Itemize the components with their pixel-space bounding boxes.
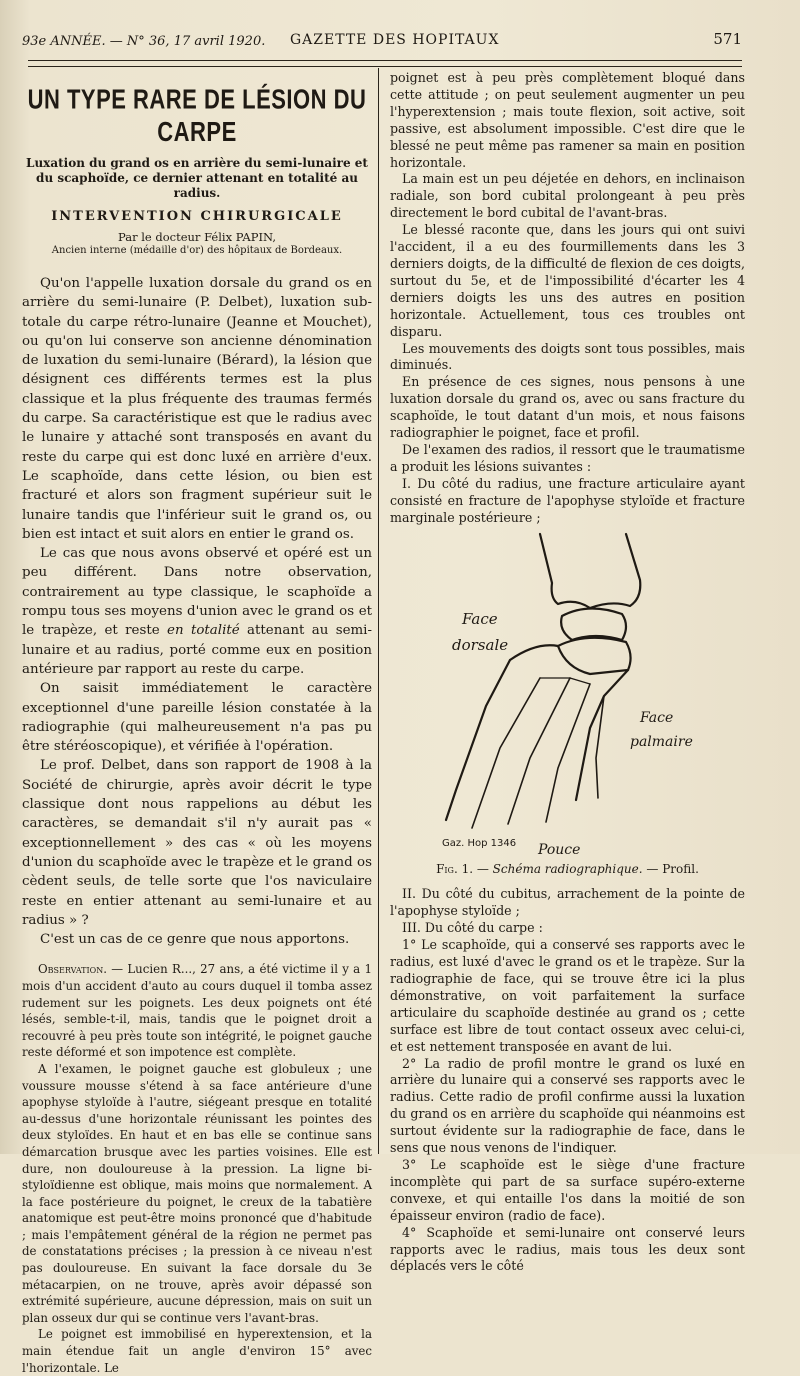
metacarpal-line: [472, 678, 540, 828]
paragraph: 4° Scaphoïde et semi-lunaire ont conservé leurs rapports avec le radius, mais tous les deux sont déplacés vers le côté: [390, 1224, 745, 1274]
figure-caption: Fig. 1. — Schéma radiographique. — Profil.: [436, 862, 699, 877]
left-column: [22, 80, 372, 1376]
paragraph: En présence de ces signes, nous pensons à une luxation dorsale du grand os, avec ou sans fracture du scaphoïde, le tout datant d'un mois, et nous faisons radiographier le poignet, face et profil.: [390, 374, 745, 441]
observation-label: Observation.: [38, 962, 107, 977]
intro-text: [22, 274, 372, 949]
label-pouce: Pouce: [538, 842, 581, 859]
capitate-outline: [558, 638, 631, 674]
journal-name: GAZETTE DES HOPITAUX: [290, 32, 500, 48]
author-title: Ancien interne (médaille d'or) des hôpitaux de Bordeaux.: [51, 245, 343, 256]
page-header: [22, 30, 742, 54]
metacarpal-line: [508, 678, 570, 824]
paragraph: I. Du côté du radius, une fracture articulaire ayant consisté en fracture de l'apophyse styloïde et fracture marginale postérieure ;: [390, 475, 745, 525]
section-heading: INTERVENTION CHIRURGICALE: [51, 209, 343, 224]
paragraph: III. Du côté du carpe :: [402, 920, 543, 936]
page-number: 571: [713, 30, 742, 48]
label-face-dorsale: Face: [462, 610, 498, 629]
paragraph: II. Du côté du cubitus, arrachement de la pointe de l'apophyse styloïde ;: [390, 886, 745, 919]
article-subtitle: Luxation du grand os en arrière du semi-lunaire et du scaphoïde, ce dernier attenant en totalité au radius.: [26, 156, 368, 200]
article-title: UN TYPE RARE DE LÉSION DU CARPE: [27, 83, 367, 148]
label-dorsale: dorsale: [452, 636, 509, 655]
label-palmaire: palmaire: [630, 734, 693, 751]
label-face-palmaire: Face: [640, 710, 674, 727]
wrist-profile-drawing: [390, 528, 745, 858]
paragraph: Qu'on l'appelle luxation dorsale du grand os en arrière du semi-lunaire (P. Delbet), luxation sub-totale du carpe rétro-lunaire (Jeanne et Mouchet), ou qu'on lui conserve son ancienne dénomination de luxation du semi-lunaire (Bérard), la lésion que désignent ces différents termes est la plus classique et la plus fréquente des traumas fermés du carpe. Sa caractéristique est que le radius avec le lunaire y attaché sont transposés en avant du reste du carpe qui est donc luxé en arrière d'eux. Le scaphoïde, dans cette lésion, ou bien est fracturé et alors son fragment supérieur suit le lunaire tandis que l'inférieur suit le grand os, ou bien est intact et suit alors en entier le grand os.: [22, 276, 372, 542]
metacarpal-line: [546, 684, 590, 822]
paragraph: 3° Le scaphoïde est le siège d'une fracture incomplète qui part de sa surface supéro-externe convexe, et qui entaille l'os dans la moitié de son épaisseur environ (radio de face).: [390, 1156, 745, 1223]
paragraph: La main est un peu déjetée en dehors, en inclinaison radiale, son bord cubital prolongeant à peu près directement le bord cubital de l'avant-bras.: [390, 171, 745, 221]
paragraph: A l'examen, le poignet gauche est globuleux ; une voussure mousse s'étend à sa face antérieure d'une apophyse styloïde à l'autre, siégeant presque en totalité au-dessus d'une horizontale réunissant les pointes des deux styloïdes. En haut et en bas elle se continue sans démarcation brusque avec les parties voisines. Elle est dure, non douloureuse à la pression. La ligne bi-styloïdienne est oblique, mais moins que normalement. A la face postérieure du poignet, le creux de la tabatière anatomique est peut-être moins prononcé que d'habitude ; mais l'empâtement général de la région ne permet pas de constatations précises ; la pression à ce niveau n'est pas douloureuse. En suivant la face dorsale du 3e métacarpien, on ne trouve, après avoir dépassé son extrémité supérieure, aucune dépression, mais on suit un plan osseux dur qui se continue vers l'avant-bras.: [22, 1061, 372, 1325]
carpus-dorsal-edge: [510, 646, 558, 661]
author-line: Par le docteur Félix PAPIN,: [118, 230, 276, 244]
paragraph: 2° La radio de profil montre le grand os luxé en arrière du lunaire qui a conservé ses rapports avec le radius. Cette radio de profil confirme aussi la luxation du grand os en arrière du scaphoïde qui néanmoins est surtout évidente sur la radiographie de face, dans le sens que nous venons de l'indiquer.: [390, 1055, 745, 1156]
issue-info: 93e ANNÉE. — N° 36, 17 avril 1920.: [22, 34, 266, 49]
label-figure-ref: Gaz. Hop 1346: [442, 838, 517, 850]
paragraph: On saisit immédiatement le caractère exceptionnel d'une pareille lésion constatée à la radiographie (qui malheureusement n'a pas pu être stéréoscopique), et vérifiée à l'opération.: [22, 681, 372, 755]
palmar-edge: [576, 670, 628, 800]
figure-radiographic-schema: [390, 528, 745, 858]
carpal-joint-line: [540, 678, 590, 684]
paragraph: Le blessé raconte que, dans les jours qui ont suivi l'accident, il a eu des fourmillements dans les 3 derniers doigts, de la difficulté de flexion de ces doigts, surtout du 5e, et de l'impossibilité d'écarter les 4 derniers doigts les uns des autres en position horizontale. Actuellement, tous ces troubles ont disparu.: [390, 222, 745, 339]
observation-text: [22, 961, 372, 1376]
paragraph: C'est un cas de ce genre que nous apportons.: [40, 932, 350, 948]
paragraph: Le poignet est immobilisé en hyperextension, et la main étendue fait un angle d'environ 15° avec l'horizontale. Le: [22, 1327, 372, 1375]
emphasis: en totalité: [167, 623, 240, 639]
header-rule-thin: [28, 66, 742, 67]
lunate-outline: [561, 609, 626, 641]
radius-outline: [540, 534, 640, 608]
column-divider: [378, 68, 379, 1154]
paragraph: De l'examen des radios, il ressort que le traumatisme a produit les lésions suivantes :: [390, 441, 745, 474]
paragraph: Le cas que nous avons observé et opéré est un peu différent. Dans notre observation, contrairement au type classique, le scaphoïde a rompu tous ses moyens d'union avec le grand os et le trapèze, et reste en totalité attenant au semi-lunaire et au radius, porté comme eux en position antérieure par rapport au reste du carpe.: [22, 546, 372, 677]
paragraph: Les mouvements des doigts sont tous possibles, mais diminués.: [390, 340, 745, 373]
paragraph: Observation. — Lucien R..., 27 ans, a été victime il y a 1 mois d'un accident d'auto au cours duquel il tomba assez rudement sur les poignets. Les deux poignets ont été lésés, semble-t-il, mais, tandis que le poignet droit a recouvré à peu près toute son intégrité, le poignet gauche reste déformé et son impotence est complète.: [22, 962, 372, 1060]
dorsal-metacarpal-line: [446, 660, 510, 820]
paragraph: 1° Le scaphoïde, qui a conservé ses rapports avec le radius, est luxé d'avec le grand os et le trapèze. Sur la radiographie de face, qui se trouve être ici la plus démonstrative, on voit parfaitement la surface articulaire du scaphoïde destinée au grand os ; cette surface est libre de tout contact osseux avec celui-ci, et est nettement transposée en avant de lui.: [390, 937, 745, 1054]
header-rule: [28, 60, 742, 61]
paragraph: poignet est à peu près complètement bloqué dans cette attitude ; on peut seulement augmenter un peu l'hyperextension ; mais toute flexion, soit active, soit passive, est absolument impossible. C'est dire que le blessé ne peut même pas ramener sa main en position horizontale.: [390, 70, 745, 170]
paragraph: Le prof. Delbet, dans son rapport de 1908 à la Société de chirurgie, après avoir décrit le type classique dont nous rappelions au début les caractères, se demandait s'il n'y aurait pas « exceptionnellement » des cas « où les moyens d'union du scaphoïde avec le trapèze et le grand os cèdent seuls, de telle sorte que l'os naviculaire reste en entier attenant au semi-lunaire et au radius » ?: [22, 758, 372, 928]
right-column: [390, 70, 745, 1275]
